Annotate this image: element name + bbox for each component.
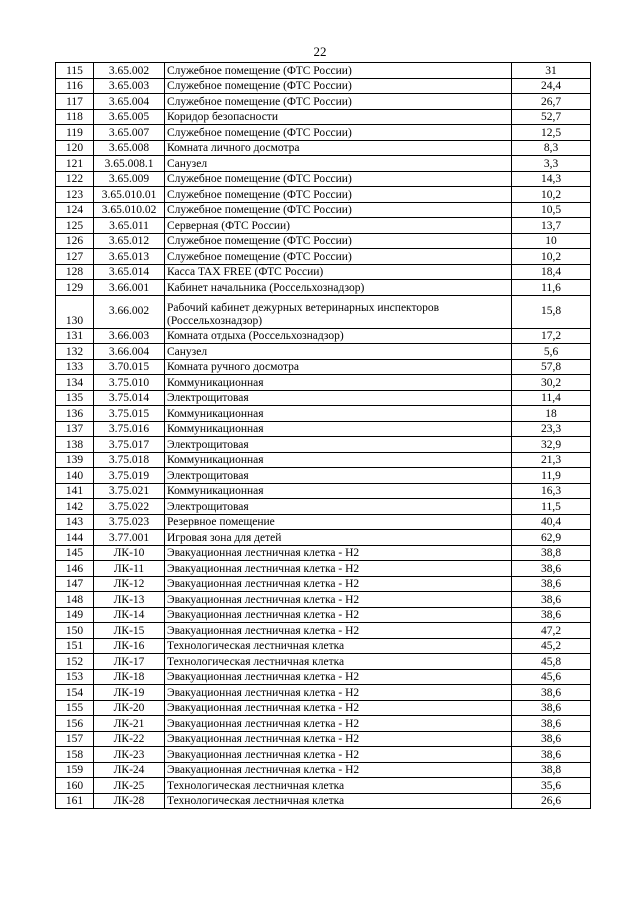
room-area-cell: 24,4 — [512, 78, 591, 94]
room-name-cell: Служебное помещение (ФТС России) — [165, 94, 512, 110]
table-row — [56, 437, 591, 453]
row-number-cell: 147 — [56, 576, 94, 592]
room-area-cell: 11,5 — [512, 499, 591, 515]
row-number-cell: 155 — [56, 700, 94, 716]
room-area-cell: 13,7 — [512, 218, 591, 234]
room-area-cell: 52,7 — [512, 109, 591, 125]
room-area-cell: 45,6 — [512, 669, 591, 685]
table-row — [56, 94, 591, 110]
room-area-cell: 15,8 — [512, 295, 591, 328]
room-area-cell: 40,4 — [512, 514, 591, 530]
row-number-cell: 152 — [56, 654, 94, 670]
room-code-cell: 3.75.017 — [94, 437, 165, 453]
room-area-cell: 38,6 — [512, 731, 591, 747]
row-number-cell: 154 — [56, 685, 94, 701]
table-row — [56, 344, 591, 360]
table-row — [56, 468, 591, 484]
room-name-cell: Электрощитовая — [165, 499, 512, 515]
room-area-cell: 18 — [512, 406, 591, 422]
row-number-cell: 145 — [56, 545, 94, 561]
room-code-cell: ЛК-17 — [94, 654, 165, 670]
room-name-cell: Служебное помещение (ФТС России) — [165, 202, 512, 218]
row-number-cell: 160 — [56, 778, 94, 794]
row-number-cell: 134 — [56, 375, 94, 391]
room-code-cell: ЛК-22 — [94, 731, 165, 747]
room-code-cell: 3.65.010.02 — [94, 202, 165, 218]
room-code-cell: 3.75.021 — [94, 483, 165, 499]
row-number-cell: 118 — [56, 109, 94, 125]
room-code-cell: ЛК-15 — [94, 623, 165, 639]
room-name-cell: Коридор безопасности — [165, 109, 512, 125]
table-row — [56, 654, 591, 670]
room-code-cell: 3.65.014 — [94, 264, 165, 280]
room-area-cell: 10,2 — [512, 187, 591, 203]
row-number-cell: 153 — [56, 669, 94, 685]
room-code-cell: ЛК-21 — [94, 716, 165, 732]
row-number-cell: 129 — [56, 280, 94, 296]
room-code-cell: 3.75.022 — [94, 499, 165, 515]
room-name-cell: Технологическая лестничная клетка — [165, 793, 512, 809]
table-row — [56, 78, 591, 94]
room-name-cell: Служебное помещение (ФТС России) — [165, 78, 512, 94]
table-row — [56, 700, 591, 716]
room-area-cell: 38,6 — [512, 607, 591, 623]
premises-table — [55, 62, 591, 809]
room-code-cell: 3.65.008.1 — [94, 156, 165, 172]
row-number-cell: 126 — [56, 233, 94, 249]
room-area-cell: 23,3 — [512, 421, 591, 437]
room-name-cell: Коммуникационная — [165, 452, 512, 468]
row-number-cell: 149 — [56, 607, 94, 623]
room-name-cell: Эвакуационная лестничная клетка - Н2 — [165, 623, 512, 639]
room-area-cell: 14,3 — [512, 171, 591, 187]
room-name-cell: Эвакуационная лестничная клетка - Н2 — [165, 716, 512, 732]
room-code-cell: ЛК-12 — [94, 576, 165, 592]
table-row — [56, 545, 591, 561]
room-area-cell: 45,8 — [512, 654, 591, 670]
premises-table-body — [56, 63, 591, 809]
table-row — [56, 233, 591, 249]
room-code-cell: 3.66.002 — [94, 295, 165, 328]
room-area-cell: 62,9 — [512, 530, 591, 546]
row-number-cell: 120 — [56, 140, 94, 156]
table-row — [56, 109, 591, 125]
row-number-cell: 137 — [56, 421, 94, 437]
room-code-cell: 3.75.014 — [94, 390, 165, 406]
room-name-cell: Эвакуационная лестничная клетка - Н2 — [165, 731, 512, 747]
row-number-cell: 128 — [56, 264, 94, 280]
room-name-cell: Технологическая лестничная клетка — [165, 638, 512, 654]
table-row — [56, 359, 591, 375]
row-number-cell: 151 — [56, 638, 94, 654]
table-row — [56, 731, 591, 747]
room-name-cell: Электрощитовая — [165, 390, 512, 406]
room-code-cell: ЛК-11 — [94, 561, 165, 577]
table-row — [56, 762, 591, 778]
room-area-cell: 47,2 — [512, 623, 591, 639]
room-area-cell: 30,2 — [512, 375, 591, 391]
room-name-cell: Эвакуационная лестничная клетка - Н2 — [165, 685, 512, 701]
table-row — [56, 747, 591, 763]
table-row — [56, 607, 591, 623]
room-name-cell: Комната отдыха (Россельхознадзор) — [165, 328, 512, 344]
room-name-cell: Эвакуационная лестничная клетка - Н2 — [165, 700, 512, 716]
room-area-cell: 18,4 — [512, 264, 591, 280]
table-row — [56, 156, 591, 172]
room-name-cell: Эвакуационная лестничная клетка - Н2 — [165, 561, 512, 577]
row-number-cell: 123 — [56, 187, 94, 203]
room-code-cell: 3.66.004 — [94, 344, 165, 360]
room-area-cell: 5,6 — [512, 344, 591, 360]
row-number-cell: 140 — [56, 468, 94, 484]
room-code-cell: ЛК-19 — [94, 685, 165, 701]
room-area-cell: 45,2 — [512, 638, 591, 654]
table-row — [56, 125, 591, 141]
room-code-cell: 3.66.003 — [94, 328, 165, 344]
table-row — [56, 249, 591, 265]
table-row — [56, 264, 591, 280]
room-code-cell: 3.65.007 — [94, 125, 165, 141]
table-row — [56, 576, 591, 592]
room-code-cell: ЛК-14 — [94, 607, 165, 623]
room-name-cell: Технологическая лестничная клетка — [165, 654, 512, 670]
room-code-cell: 3.65.005 — [94, 109, 165, 125]
row-number-cell: 115 — [56, 63, 94, 79]
row-number-cell: 156 — [56, 716, 94, 732]
table-row — [56, 530, 591, 546]
room-name-cell: Санузел — [165, 344, 512, 360]
room-code-cell: 3.65.013 — [94, 249, 165, 265]
page-number: 22 — [313, 44, 327, 59]
table-row — [56, 452, 591, 468]
room-area-cell: 38,6 — [512, 716, 591, 732]
table-row — [56, 140, 591, 156]
table-row — [56, 406, 591, 422]
row-number-cell: 158 — [56, 747, 94, 763]
row-number-cell: 146 — [56, 561, 94, 577]
room-name-cell: Комната ручного досмотра — [165, 359, 512, 375]
table-row — [56, 685, 591, 701]
room-area-cell: 11,6 — [512, 280, 591, 296]
table-row — [56, 63, 591, 79]
room-code-cell: ЛК-23 — [94, 747, 165, 763]
room-area-cell: 38,6 — [512, 700, 591, 716]
row-number-cell: 122 — [56, 171, 94, 187]
table-row — [56, 716, 591, 732]
row-number-cell: 135 — [56, 390, 94, 406]
room-area-cell: 38,8 — [512, 762, 591, 778]
room-name-cell: Эвакуационная лестничная клетка - Н2 — [165, 545, 512, 561]
room-name-cell: Служебное помещение (ФТС России) — [165, 249, 512, 265]
room-area-cell: 21,3 — [512, 452, 591, 468]
table-row — [56, 623, 591, 639]
room-code-cell: ЛК-28 — [94, 793, 165, 809]
room-code-cell: 3.65.002 — [94, 63, 165, 79]
row-number-cell: 142 — [56, 499, 94, 515]
room-name-cell: Служебное помещение (ФТС России) — [165, 63, 512, 79]
room-name-cell: Служебное помещение (ФТС России) — [165, 171, 512, 187]
room-area-cell: 11,9 — [512, 468, 591, 484]
room-code-cell: 3.65.003 — [94, 78, 165, 94]
row-number-cell: 132 — [56, 344, 94, 360]
row-number-cell: 161 — [56, 793, 94, 809]
row-number-cell: 141 — [56, 483, 94, 499]
row-number-cell: 121 — [56, 156, 94, 172]
room-code-cell: ЛК-24 — [94, 762, 165, 778]
room-code-cell: 3.65.004 — [94, 94, 165, 110]
row-number-cell: 117 — [56, 94, 94, 110]
room-code-cell: 3.75.018 — [94, 452, 165, 468]
room-code-cell: 3.65.010.01 — [94, 187, 165, 203]
table-row — [56, 778, 591, 794]
room-area-cell: 26,6 — [512, 793, 591, 809]
room-code-cell: 3.75.019 — [94, 468, 165, 484]
row-number-cell: 116 — [56, 78, 94, 94]
room-name-cell: Эвакуационная лестничная клетка - Н2 — [165, 576, 512, 592]
room-name-cell: Служебное помещение (ФТС России) — [165, 125, 512, 141]
room-code-cell: 3.65.012 — [94, 233, 165, 249]
room-name-cell: Электрощитовая — [165, 468, 512, 484]
row-number-cell: 133 — [56, 359, 94, 375]
row-number-cell: 130 — [56, 295, 94, 328]
room-name-cell: Санузел — [165, 156, 512, 172]
room-area-cell: 38,6 — [512, 747, 591, 763]
room-area-cell: 32,9 — [512, 437, 591, 453]
room-area-cell: 26,7 — [512, 94, 591, 110]
table-row — [56, 561, 591, 577]
room-name-cell: Служебное помещение (ФТС России) — [165, 233, 512, 249]
row-number-cell: 139 — [56, 452, 94, 468]
row-number-cell: 119 — [56, 125, 94, 141]
room-name-cell: Эвакуационная лестничная клетка - Н2 — [165, 592, 512, 608]
room-name-cell: Резервное помещение — [165, 514, 512, 530]
table-row — [56, 669, 591, 685]
row-number-cell: 136 — [56, 406, 94, 422]
room-code-cell: 3.65.011 — [94, 218, 165, 234]
room-code-cell: 3.75.015 — [94, 406, 165, 422]
room-area-cell: 38,6 — [512, 685, 591, 701]
table-row — [56, 375, 591, 391]
room-code-cell: 3.70.015 — [94, 359, 165, 375]
room-name-cell: Комната личного досмотра — [165, 140, 512, 156]
room-name-cell: Коммуникационная — [165, 375, 512, 391]
room-area-cell: 38,6 — [512, 592, 591, 608]
table-row — [56, 187, 591, 203]
room-name-cell: Эвакуационная лестничная клетка - Н2 — [165, 607, 512, 623]
table-row — [56, 483, 591, 499]
room-code-cell: ЛК-16 — [94, 638, 165, 654]
room-name-cell: Служебное помещение (ФТС России) — [165, 187, 512, 203]
room-area-cell: 10,2 — [512, 249, 591, 265]
room-area-cell: 10 — [512, 233, 591, 249]
room-area-cell: 31 — [512, 63, 591, 79]
row-number-cell: 127 — [56, 249, 94, 265]
table-row — [56, 295, 591, 328]
room-name-cell: Эвакуационная лестничная клетка - Н2 — [165, 762, 512, 778]
table-row — [56, 280, 591, 296]
room-area-cell: 3,3 — [512, 156, 591, 172]
table-row — [56, 421, 591, 437]
row-number-cell: 148 — [56, 592, 94, 608]
room-area-cell: 12,5 — [512, 125, 591, 141]
table-row — [56, 218, 591, 234]
table-row — [56, 171, 591, 187]
room-name-cell: Электрощитовая — [165, 437, 512, 453]
room-area-cell: 38,6 — [512, 561, 591, 577]
room-name-cell: Коммуникационная — [165, 483, 512, 499]
row-number-cell: 144 — [56, 530, 94, 546]
row-number-cell: 125 — [56, 218, 94, 234]
room-code-cell: 3.75.023 — [94, 514, 165, 530]
room-area-cell: 35,6 — [512, 778, 591, 794]
room-name-cell: Кабинет начальника (Россельхознадзор) — [165, 280, 512, 296]
room-code-cell: 3.75.010 — [94, 375, 165, 391]
room-area-cell: 16,3 — [512, 483, 591, 499]
room-code-cell: ЛК-13 — [94, 592, 165, 608]
room-area-cell: 38,6 — [512, 576, 591, 592]
room-code-cell: ЛК-10 — [94, 545, 165, 561]
room-name-cell: Касса TAX FREE (ФТС России) — [165, 264, 512, 280]
room-name-cell: Рабочий кабинет дежурных ветеринарных инспекторов (Россельхознадзор) — [165, 295, 512, 328]
room-name-cell: Технологическая лестничная клетка — [165, 778, 512, 794]
room-name-cell: Серверная (ФТС России) — [165, 218, 512, 234]
room-name-cell: Игровая зона для детей — [165, 530, 512, 546]
room-area-cell: 10,5 — [512, 202, 591, 218]
row-number-cell: 138 — [56, 437, 94, 453]
room-code-cell: 3.65.008 — [94, 140, 165, 156]
table-row — [56, 202, 591, 218]
room-code-cell: ЛК-25 — [94, 778, 165, 794]
row-number-cell: 150 — [56, 623, 94, 639]
row-number-cell: 159 — [56, 762, 94, 778]
table-row — [56, 638, 591, 654]
row-number-cell: 157 — [56, 731, 94, 747]
room-code-cell: 3.75.016 — [94, 421, 165, 437]
table-row — [56, 390, 591, 406]
row-number-cell: 124 — [56, 202, 94, 218]
room-code-cell: 3.66.001 — [94, 280, 165, 296]
row-number-cell: 131 — [56, 328, 94, 344]
room-area-cell: 17,2 — [512, 328, 591, 344]
room-name-cell: Коммуникационная — [165, 406, 512, 422]
room-name-cell: Коммуникационная — [165, 421, 512, 437]
table-row — [56, 499, 591, 515]
room-name-cell: Эвакуационная лестничная клетка - Н2 — [165, 747, 512, 763]
room-area-cell: 11,4 — [512, 390, 591, 406]
table-row — [56, 592, 591, 608]
room-code-cell: 3.65.009 — [94, 171, 165, 187]
room-area-cell: 8,3 — [512, 140, 591, 156]
room-area-cell: 38,8 — [512, 545, 591, 561]
room-code-cell: ЛК-18 — [94, 669, 165, 685]
room-name-cell: Эвакуационная лестничная клетка - Н2 — [165, 669, 512, 685]
table-row — [56, 793, 591, 809]
room-code-cell: 3.77.001 — [94, 530, 165, 546]
room-area-cell: 57,8 — [512, 359, 591, 375]
room-code-cell: ЛК-20 — [94, 700, 165, 716]
table-row — [56, 328, 591, 344]
table-row — [56, 514, 591, 530]
row-number-cell: 143 — [56, 514, 94, 530]
